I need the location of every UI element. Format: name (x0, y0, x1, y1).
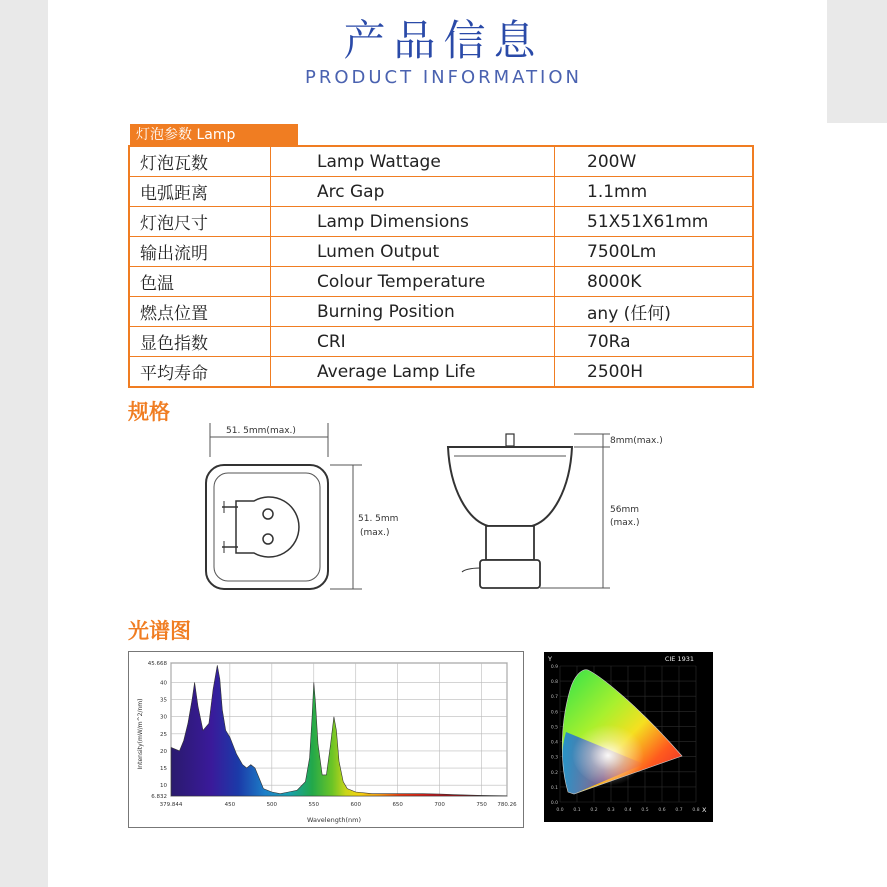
page-title: 产品信息 (343, 16, 544, 65)
lamp-front-view-drawing (196, 415, 424, 605)
spec-row (129, 207, 753, 237)
spec-row (129, 267, 753, 297)
side-height-label: 56mm (610, 505, 639, 515)
reflector-outline (448, 447, 572, 526)
side-height-label-max: (max.) (610, 518, 640, 528)
spectrum-chart (129, 652, 523, 827)
front-height-label-max: (max.) (360, 528, 390, 538)
x-tick-label: 600 (350, 802, 361, 808)
cie-y-tick-label: 0.4 (550, 740, 558, 746)
lamp-pin (506, 434, 514, 446)
spec-value: 1.1mm (555, 177, 754, 207)
spec-name-en: Lamp Dimensions (271, 207, 555, 237)
cie-x-tick-label: 0.5 (641, 808, 649, 813)
spec-name-en: CRI (271, 327, 555, 357)
height-dimension-line (330, 465, 362, 589)
spec-name-en: Average Lamp Life (271, 357, 555, 388)
cie-y-tick-label: 0.7 (550, 695, 558, 701)
pin-bottom (263, 534, 273, 544)
y-tick-label: 10 (160, 783, 167, 790)
spec-name-cn: 灯泡瓦数 (129, 146, 271, 177)
x-tick-label: 450 (224, 802, 236, 808)
y-tick-label: 20 (160, 748, 167, 755)
spec-value: 200W (555, 146, 754, 177)
spectrum-title: 光谱图 (128, 619, 191, 643)
cie-label: CIE 1931 (664, 655, 694, 663)
spec-value: 8000K (555, 267, 754, 297)
y-tick-label: 25 (160, 731, 167, 738)
spec-value: 51X51X61mm (555, 207, 754, 237)
x-tick-label: 550 (308, 802, 320, 808)
dimensions-title: 规格 (128, 400, 170, 424)
lamp-neck (486, 526, 534, 560)
cie-x-tick-label: 0.7 (675, 808, 683, 813)
cie-x-tick-label: 0.4 (624, 808, 632, 813)
spec-name-en: Lamp Wattage (271, 146, 555, 177)
cie-diagram (544, 652, 713, 822)
cie-x-tick-label: 0.3 (607, 808, 615, 813)
spec-name-cn: 色温 (129, 267, 271, 297)
cie-x-tick-label: 0.2 (590, 808, 598, 813)
y-tick-label: 30 (160, 714, 167, 721)
spec-name-en: Lumen Output (271, 237, 555, 267)
spec-name-cn: 平均寿命 (129, 357, 271, 388)
spec-name-cn: 电弧距离 (129, 177, 271, 207)
spec-row (129, 146, 753, 177)
x-tick-label: 650 (392, 802, 403, 808)
spec-table-tab: 灯泡参数 Lamp (130, 124, 298, 146)
pin-height-label: 8mm(max.) (610, 436, 663, 446)
cie-chart-frame (544, 652, 713, 822)
spec-name-en: Burning Position (271, 297, 555, 327)
spec-value: 2500H (555, 357, 754, 388)
front-height-label: 51. 5mm (358, 514, 399, 524)
x-tick-label: 379.844 (159, 802, 183, 808)
x-tick-label: 750 (476, 802, 487, 808)
spec-name-cn: 输出流明 (129, 237, 271, 267)
cie-y-tick-label: 0.5 (550, 725, 558, 731)
cie-x-tick-label: 0.6 (658, 808, 666, 813)
y-tick-label: 45.668 (147, 661, 167, 667)
spec-row (129, 327, 753, 357)
spec-name-cn: 显色指数 (129, 327, 271, 357)
spec-table (128, 145, 754, 388)
pin-top (263, 509, 273, 519)
cie-x-axis-name: X (702, 806, 707, 814)
spec-name-en: Colour Temperature (271, 267, 555, 297)
cie-y-axis-name: Y (548, 655, 552, 663)
cie-x-tick-label: 0.0 (556, 808, 564, 813)
cie-y-tick-label: 0.9 (550, 665, 558, 670)
spec-value: 70Ra (555, 327, 754, 357)
x-tick-label: 700 (434, 802, 445, 808)
cie-y-tick-label: 0.0 (550, 801, 558, 806)
spec-name-en: Arc Gap (271, 177, 555, 207)
lamp-side-view-drawing (440, 430, 690, 600)
chart-ylabel: Intensity(mW/m^2/nm) (137, 698, 144, 770)
page-margin-left (0, 0, 48, 887)
cie-x-tick-label: 0.1 (573, 808, 581, 813)
cie-x-tick-label: 0.8 (692, 808, 700, 813)
front-width-label: 51. 5mm(max.) (226, 426, 296, 436)
x-tick-label: 780.26 (497, 802, 517, 808)
page-subtitle: PRODUCT INFORMATION (304, 67, 583, 88)
lamp-base (480, 560, 540, 588)
spec-value: 7500Lm (555, 237, 754, 267)
spec-row (129, 237, 753, 267)
cie-y-tick-label: 0.1 (550, 785, 558, 791)
cie-y-tick-label: 0.3 (550, 755, 558, 761)
spec-row (129, 177, 753, 207)
cie-y-tick-label: 0.8 (550, 680, 558, 686)
y-tick-label: 6.832 (151, 794, 167, 800)
y-tick-label: 35 (160, 697, 167, 704)
x-tick-label: 500 (266, 802, 278, 808)
spec-name-cn: 燃点位置 (129, 297, 271, 327)
spec-name-cn: 灯泡尺寸 (129, 207, 271, 237)
spec-row (129, 357, 753, 388)
spec-row (129, 297, 753, 327)
spectrum-chart-frame (128, 651, 524, 828)
spec-value: any (任何) (555, 297, 754, 327)
y-tick-label: 40 (160, 680, 167, 687)
cie-y-tick-label: 0.2 (550, 770, 558, 776)
lamp-socket-outline (236, 497, 299, 557)
chart-xlabel: Wavelength(nm) (306, 816, 362, 824)
y-tick-label: 15 (160, 766, 167, 773)
cie-y-tick-label: 0.6 (550, 710, 558, 716)
